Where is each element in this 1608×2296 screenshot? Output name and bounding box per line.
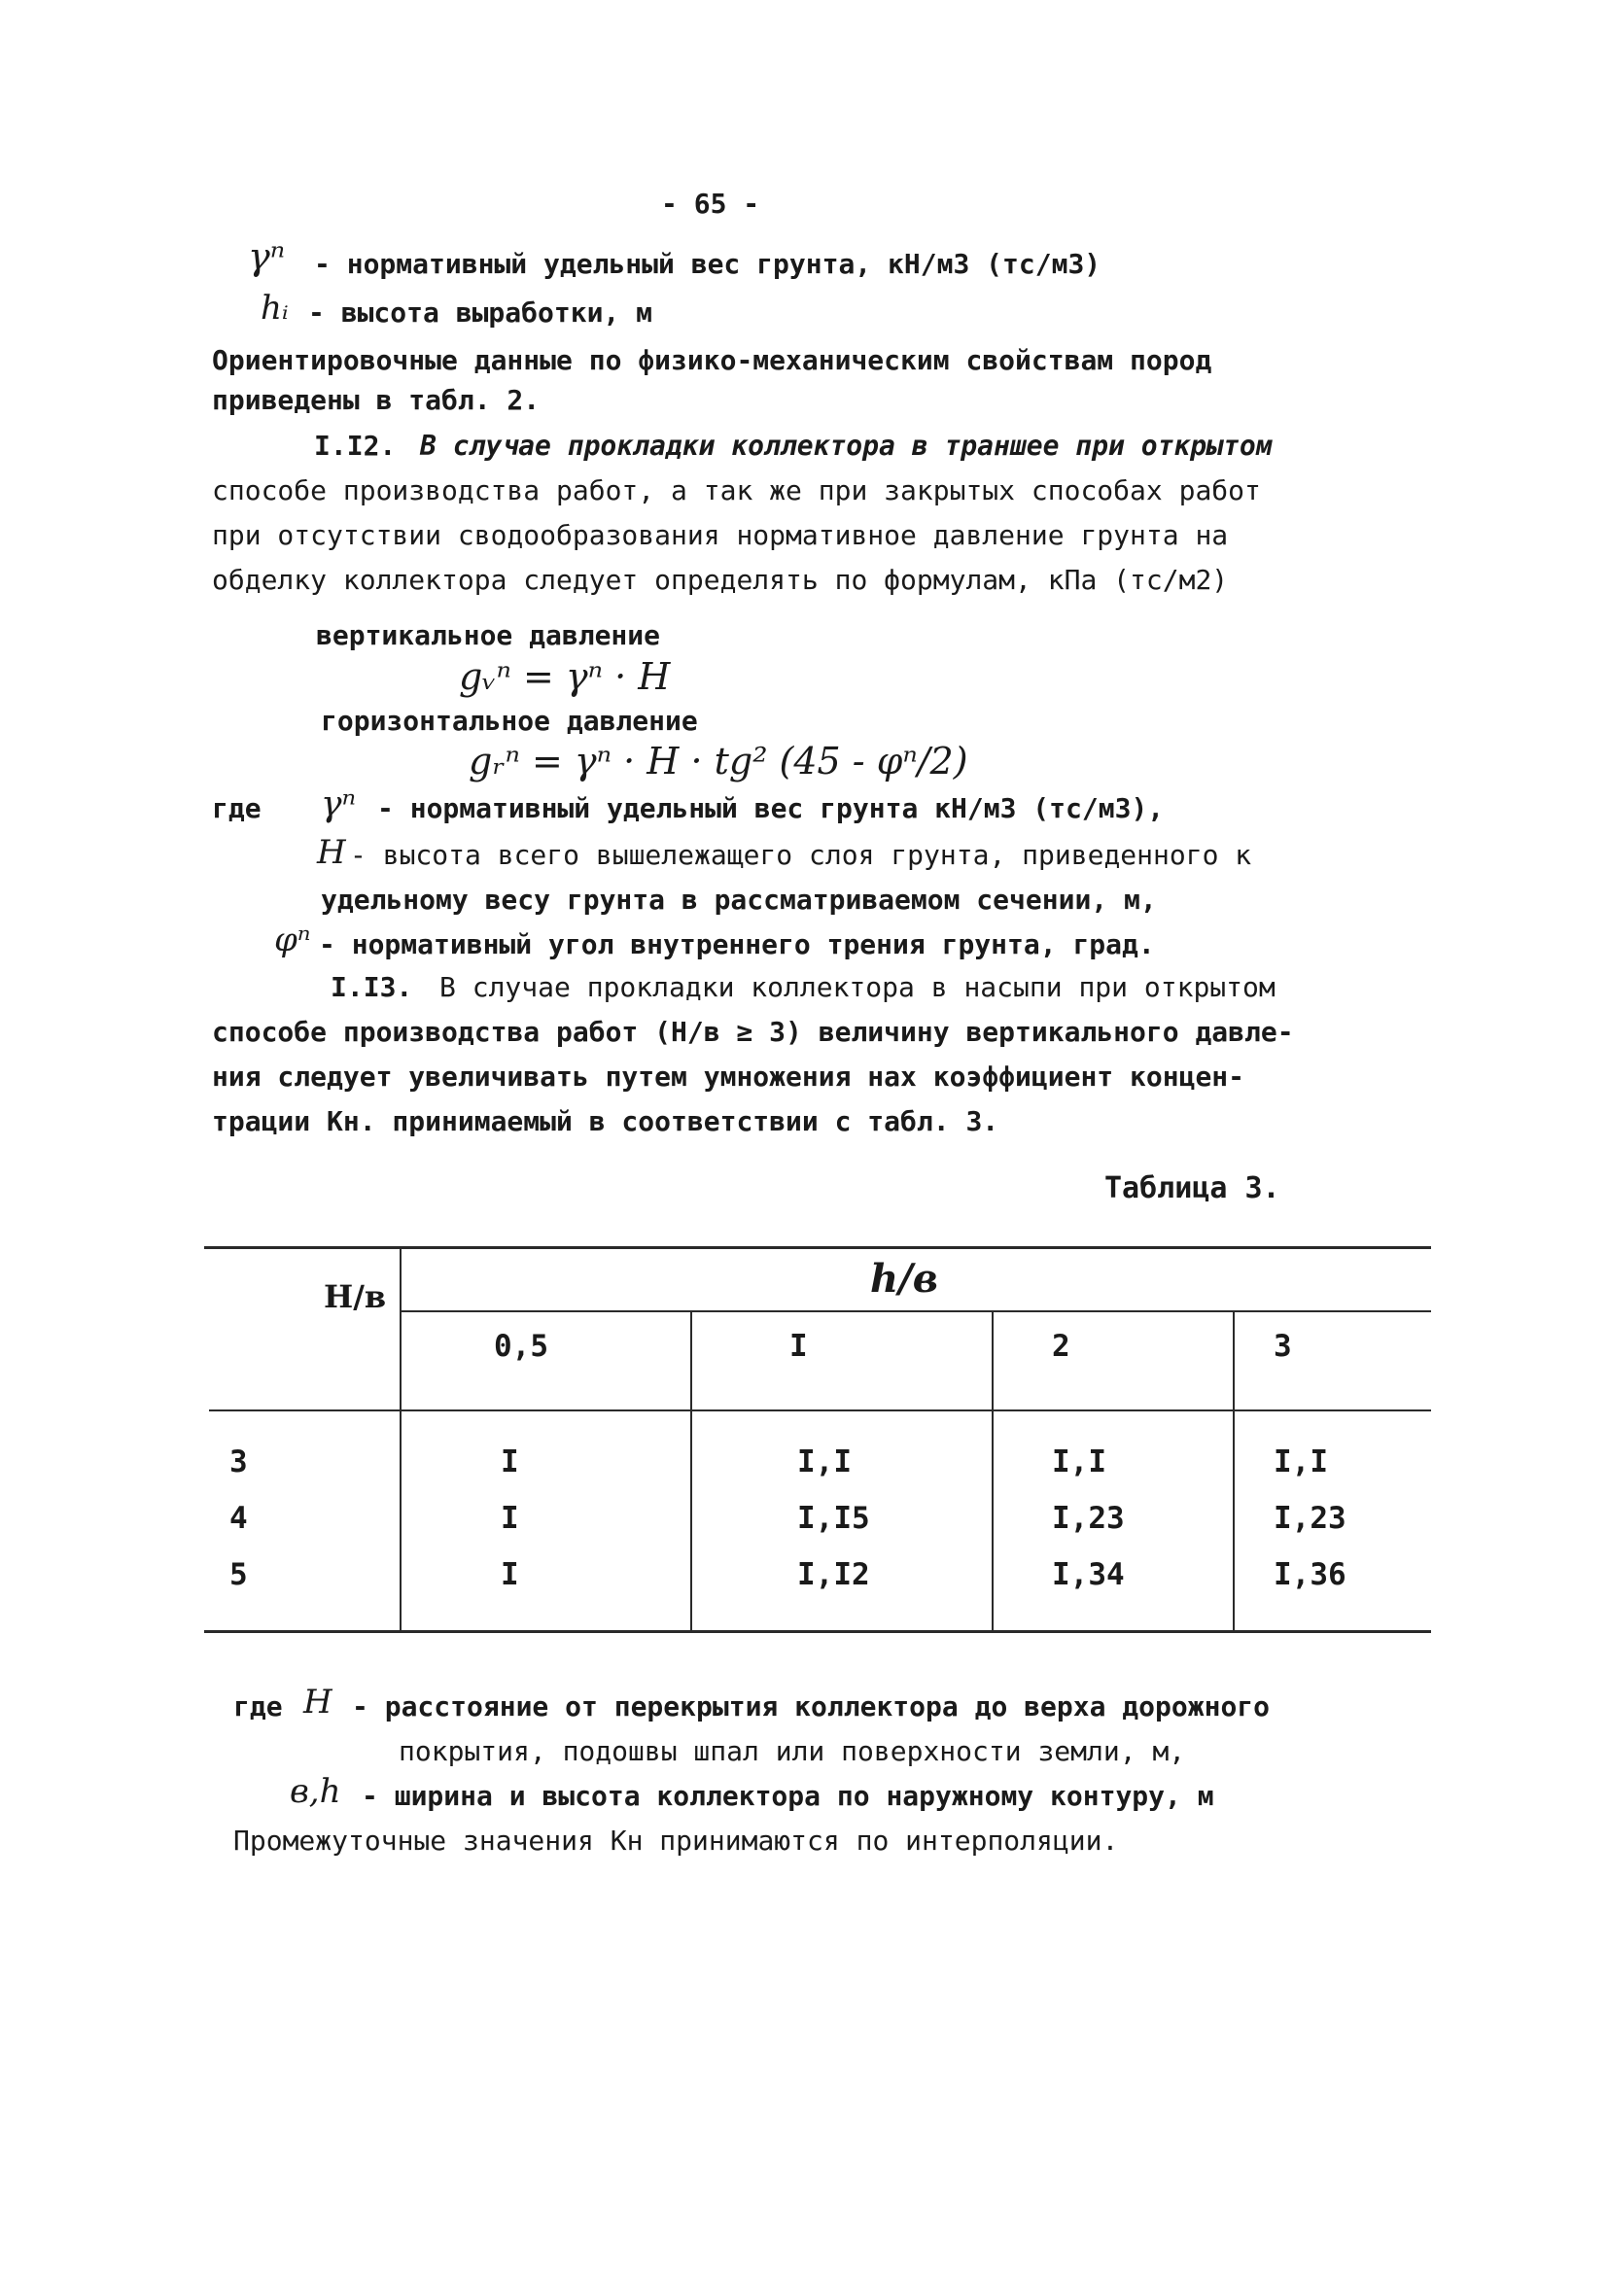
definition-line: - нормативный удельный вес грунта, кН/м3 (тс/м3) bbox=[314, 248, 1101, 280]
symbol-h: hᵢ bbox=[261, 289, 289, 328]
group-header: h/в bbox=[870, 1256, 938, 1302]
table-top-rule bbox=[204, 1246, 1431, 1249]
table-cell: I,I bbox=[797, 1444, 852, 1479]
text-line: способе производства работ (H/в ≥ 3) величину вертикального давле- bbox=[212, 1016, 1294, 1048]
definition-line: - нормативный угол внутреннего трения грунта, град. bbox=[319, 928, 1155, 960]
page-number: - 65 - bbox=[661, 188, 760, 220]
text-line: при отсутствии сводообразования нормативное давление грунта на bbox=[212, 519, 1229, 551]
group-header-rule bbox=[402, 1310, 1431, 1312]
definition-line: - нормативный удельный вес грунта кН/м3 (тс/м3), bbox=[377, 792, 1165, 824]
table-cell: I bbox=[501, 1557, 519, 1592]
text-line: ния следует увеличивать путем умножения нах коэффициент концен- bbox=[212, 1061, 1245, 1093]
note-line: - расстояние от перекрытия коллектора до верха дорожного bbox=[352, 1690, 1271, 1722]
table-cell: I,I bbox=[1052, 1444, 1106, 1479]
definition-line: - высота выработки, м bbox=[308, 296, 653, 329]
definition-line: удельному весу грунта в рассматриваемом сечении, м, bbox=[321, 884, 1157, 916]
formula-vertical: gᵥⁿ = γⁿ · H bbox=[459, 655, 671, 698]
table-cell: I,36 bbox=[1274, 1557, 1346, 1592]
table-cell: I,34 bbox=[1052, 1557, 1125, 1592]
column-header: 2 bbox=[1052, 1329, 1070, 1364]
table-cell: I,23 bbox=[1274, 1501, 1346, 1536]
symbol-H: H bbox=[303, 1683, 332, 1722]
text-line: Ориентировочные данные по физико-механическим свойствам пород bbox=[212, 344, 1212, 376]
text-line: трации Кн. принимаемый в соответствии с табл. 3. bbox=[212, 1105, 999, 1137]
row-header: H/в bbox=[324, 1278, 387, 1315]
table-column-rule bbox=[992, 1311, 994, 1630]
formula-label: вертикальное давление bbox=[316, 619, 661, 651]
text-line: приведены в табл. 2. bbox=[212, 384, 541, 416]
where-word: где bbox=[212, 792, 262, 824]
note-final: Промежуточные значения Кн принимаются по интерполяции. bbox=[233, 1825, 1119, 1857]
symbol-gamma: γⁿ bbox=[321, 784, 357, 824]
header-bottom-rule bbox=[209, 1409, 1431, 1411]
text-line: обделку коллектора следует определять по формулам, кПа (тс/м2) bbox=[212, 564, 1229, 596]
table-cell: I,I2 bbox=[797, 1557, 870, 1592]
table-cell: I,I bbox=[1274, 1444, 1328, 1479]
table-cell: I,I5 bbox=[797, 1501, 870, 1536]
table-cell: I bbox=[501, 1444, 519, 1479]
column-header: I bbox=[789, 1329, 808, 1364]
text-line: способе производства работ, а так же при закрытых способах работ bbox=[212, 474, 1261, 506]
formula-label: горизонтальное давление bbox=[321, 705, 698, 737]
clause-number: I.I2. bbox=[314, 430, 397, 462]
column-header: 0,5 bbox=[494, 1329, 548, 1364]
symbol-b-h: в,h bbox=[290, 1772, 341, 1811]
formula-horizontal: gᵣⁿ = γⁿ · H · tg² (45 - φⁿ/2) bbox=[469, 740, 968, 783]
table-column-rule bbox=[690, 1311, 692, 1630]
symbol-H: H bbox=[317, 833, 346, 872]
row-label: 4 bbox=[229, 1501, 248, 1536]
text-line: В случае прокладки коллектора в траншее при открытом bbox=[420, 430, 1273, 462]
definition-line: - высота всего вышележащего слоя грунта, приведенного к bbox=[350, 839, 1252, 871]
table-column-rule bbox=[400, 1248, 402, 1630]
where-word: где bbox=[233, 1690, 283, 1722]
text-line: В случае прокладки коллектора в насыпи при открытом bbox=[439, 971, 1276, 1003]
column-header: 3 bbox=[1274, 1329, 1292, 1364]
row-label: 5 bbox=[229, 1557, 248, 1592]
table-bottom-rule bbox=[204, 1630, 1431, 1633]
symbol-phi: φⁿ bbox=[274, 921, 311, 959]
table-column-rule bbox=[1233, 1311, 1235, 1630]
note-line: - ширина и высота коллектора по наружному контуру, м bbox=[362, 1780, 1214, 1812]
table-cell: I,23 bbox=[1052, 1501, 1125, 1536]
clause-number: I.I3. bbox=[331, 971, 413, 1003]
symbol-gamma: γⁿ bbox=[248, 235, 286, 278]
row-label: 3 bbox=[229, 1444, 248, 1479]
table-cell: I bbox=[501, 1501, 519, 1536]
table-caption: Таблица 3. bbox=[1104, 1171, 1280, 1205]
note-line: покрытия, подошвы шпал или поверхности земли, м, bbox=[399, 1735, 1186, 1767]
